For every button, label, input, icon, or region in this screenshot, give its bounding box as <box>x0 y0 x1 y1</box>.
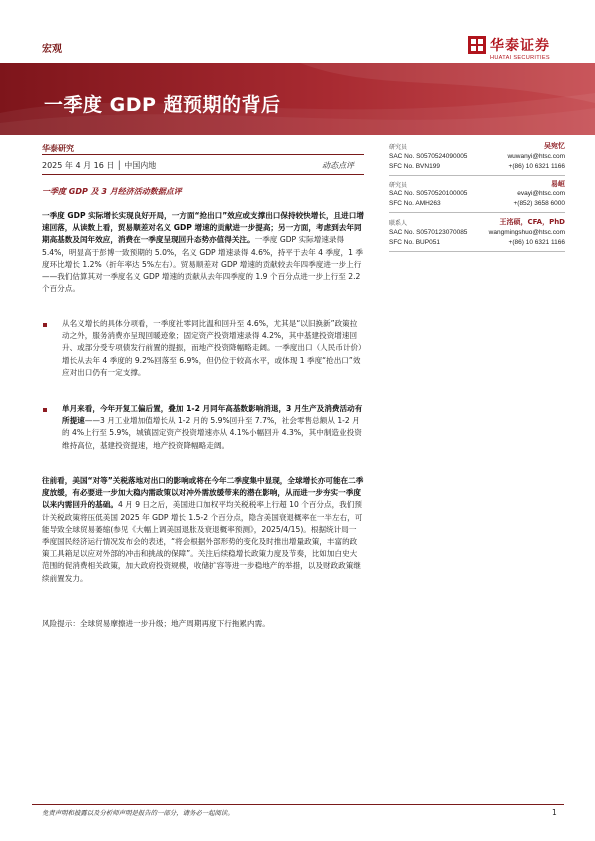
bullet-2 <box>62 403 364 452</box>
risk-warning: 风险提示：全球贸易摩擦进一步升级；地产周期再度下行拖累内需。 <box>42 619 270 628</box>
analyst-name: 易峘 <box>551 180 565 188</box>
paragraph-1 <box>42 210 364 295</box>
huatai-logo-icon <box>468 36 486 54</box>
date-line: 2025 年 4 月 16 日 │ 中国内地 <box>42 161 157 170</box>
paragraph-1-body: 一季度 GDP 实际增速录得 5.4%，明显高于彭博一致预期的 5.0%，名义 GDP 增速录得 4.6%，持平于去年 4 季度，1 季度环比增长 1.2%（折年率达 5%左右）。贸易顺差对 GDP 增速的贡献较去年四季度进一步上行——我们估算其对一季度名义 GDP 增速的贡献从去年四季度的 1.9 个百分点进一步上行至 2.2 个百分点。 <box>42 235 363 294</box>
analyst-divider <box>389 251 565 252</box>
analyst-sac: SAC No. S0570123070085 <box>389 229 468 236</box>
paragraph-2-body: 4 月 9 日之后，美国进口加权平均关税税率上行超 10 个百分点，我们预计关税政策将压低美国 2025 年 GDP 增长 1.5-2 个百分点，隐含美国衰退概率在一半左右，可能导致全球贸易萎缩(参见《大幅上调美国退胀及衰退概率预测》，2025/4/15)。根据统计局一季度国民经济运行情况发布会的表述，“将会根据外部形势的变化及时推出增量政策，丰富的政策工具箱足以应对外部的冲击和挑战的保障”。关注后续稳增长政策力度及节奏，比如加白史大范围的促消费相关政策，加大政府投资规模，收储扩容等进一步稳地产的举措，以及财政政策继续前置发力。 <box>42 500 363 583</box>
huatai-logo <box>468 34 564 66</box>
analyst-phone: +(86) 10 6321 1166 <box>508 239 565 246</box>
section-label: 宏观 <box>42 44 62 55</box>
analyst-role: 联系人 <box>389 220 408 227</box>
paragraph-2-lead: 往前看，美国“对等”关税落地对出口的影响或将在今年二季度集中显现，全球增长亦可能在二季度放缓，有必要进一步加大稳内需政策以对冲外需放缓带来的潜在影响，从而进一步夯实一季度以来内需回升的基础。 <box>42 476 364 510</box>
logo-en: HUATAI SECURITIES <box>490 55 550 61</box>
analyst-divider <box>389 212 565 213</box>
paragraph-2 <box>42 475 364 585</box>
analyst-email[interactable]: evayi@htsc.com <box>517 190 565 197</box>
analyst-role: 研究员 <box>389 182 408 189</box>
paragraph-1-lead: 一季度 GDP 实际增长实现良好开局，一方面“抢出口”效应或支撑出口保持较快增长，且进口增速回落，从读数上看，贸易顺差对名义 GDP 增速的贡献进一步提高；另一方面，考虑到去年同期高基数及闰年效应，消费在一季度呈现回升态势亦值得关注。 <box>42 211 364 245</box>
analyst-sfc: SFC No. BVN199 <box>389 163 440 170</box>
analyst-phone: +(852) 3658 6000 <box>513 200 565 207</box>
analyst-email[interactable]: wangmingshuo@htsc.com <box>488 229 565 236</box>
footer-disclaimer: 免责声明和披露以及分析师声明是报告的一部分，请务必一起阅读。 <box>42 809 234 817</box>
bullet-1: 从名义增长的具体分项看，一季度社零同比温和回升至 4.6%，尤其是“以旧换新”政策拉动之外，服务消费亦呈现回暖迹象；固定资产投资增速录得 4.2%，其中基建投资增速回升、或部分受专项债发行前置的提振，而地产投资降幅略走阔。一季度出口（人民币计价）增长从去年 4 季度的 9.2%回落至 6.9%，但仍位于较高水平，或体现 1 季度“抢出口”效应对出口仍有一定支撑。 <box>62 319 362 377</box>
analyst-sac: SAC No. S0570520100005 <box>389 190 468 197</box>
analyst-role: 研究员 <box>389 144 408 151</box>
page-title: 一季度 GDP 超预期的背后 <box>44 94 281 116</box>
analyst-name: 吴宛忆 <box>544 142 565 150</box>
analyst-divider <box>389 175 565 176</box>
bullet-marker <box>43 408 47 412</box>
bullet-marker <box>43 323 47 327</box>
analyst-name: 王洺硕，CFA，PhD <box>499 218 565 226</box>
analyst-sfc: SFC No. BUP051 <box>389 239 440 246</box>
analyst-sac: SAC No. S0570524090005 <box>389 153 468 160</box>
subtitle: 一季度 GDP 及 3 月经济活动数据点评 <box>42 187 182 196</box>
bullet-2-lead: 单月来看，今年开复工偏后置，叠加 1-2 月同年高基数影响消退，3 月生产及消费活动有所提速 <box>62 404 363 426</box>
divider <box>42 154 364 155</box>
page-number: 1 <box>552 808 557 817</box>
org-label: 华泰研究 <box>42 144 74 153</box>
analyst-email[interactable]: wuwanyi@htsc.com <box>507 153 565 160</box>
logo-cn: 华泰证券 <box>490 38 550 54</box>
footer-divider <box>32 804 564 805</box>
analyst-phone: +(86) 10 6321 1166 <box>508 163 565 170</box>
report-type: 动态点评 <box>322 161 354 170</box>
divider <box>42 174 364 175</box>
analyst-sfc: SFC No. AMH263 <box>389 200 441 207</box>
bullet-2-body: ——3 月工业增加值增长从 1-2 月的 5.9%回升至 7.7%，社会零售总额从 1-2 月的 4%上行至 5.9%，城镇固定资产投资增速亦从 4.1%小幅回升 4.3%，其中制造业投资维持高位，基建投资提速，地产投资降幅略走阔。 <box>62 416 362 450</box>
